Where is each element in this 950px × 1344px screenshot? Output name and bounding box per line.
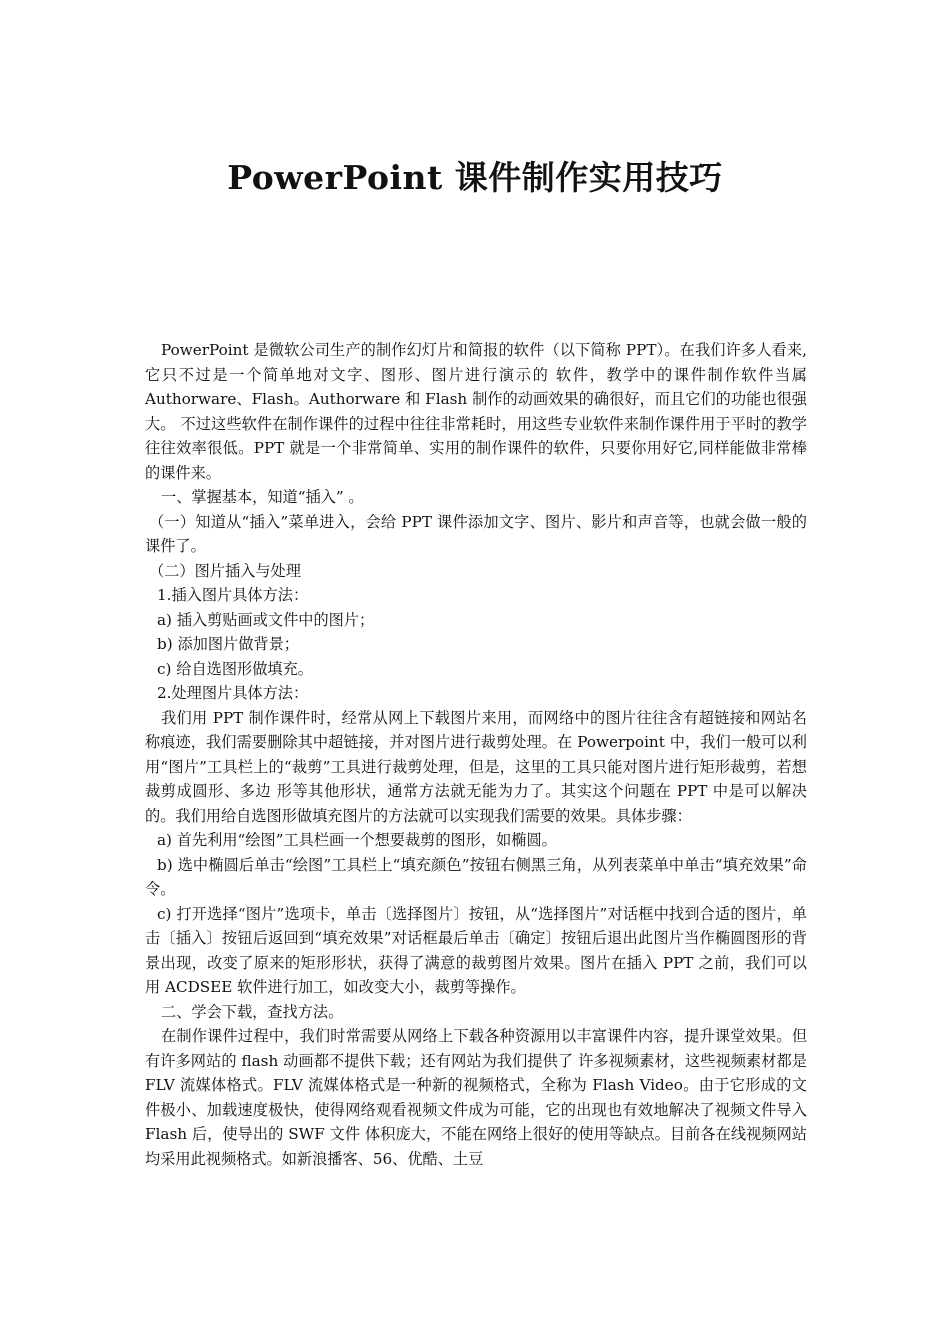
document-body <box>145 338 807 1171</box>
list-heading-insert-methods: 1.插入图片具体方法： <box>157 586 309 604</box>
list-item: c) 给自选图形做填充。 <box>157 659 313 678</box>
list-item: b) 添加图片做背景； <box>157 635 299 653</box>
list-item: c) 打开选择“图片”选项卡，单击〔选择图片〕按钮，从“选择图片”对话框中找到合适的图片，单击〔插入〕按钮后返回到“填充效果”对话框最后单击〔确定〕按钮后退出此图片当作椭圆图形的背景出现，改变了原来的矩形形状，获得了满意的裁剪图片效果。图片在插入 PPT 之前，我们可以用 ACDSEE 软件进行加工，如改变大小，裁剪等操作。 <box>145 904 807 996</box>
list-item: a) 首先利用“绘图”工具栏画一个想要裁剪的图形，如椭圆。 <box>157 831 557 849</box>
heading-section-2: 二、学会下载，查找方法。 <box>161 1002 344 1021</box>
paragraph-download: 在制作课件过程中，我们时常需要从网络上下载各种资源用以丰富课件内容，提升课堂效果。但有许多网站的 flash 动画都不提供下载；还有网站为我们提供了 许多视频素材，这些视频素材都是 FLV 流媒体格式。FLV 流媒体格式是一种新的视频格式，全称为 Flash Video。由于它形成的文件极小、加载速度极快，使得网络观看视频文件成为可能，它的出现也有效地解决了视频文件导入 Flash 后，使导出的 SWF 文件 体积庞大，不能在网络上很好的使用等缺点。目前各在线视频网站均采用此视频格式。如新浪播客、56、优酷、土豆 <box>145 1027 807 1168</box>
list-heading-process-methods: 2.处理图片具体方法： <box>157 684 309 702</box>
paragraph-subsection-1: （一）知道从“插入”菜单进入，会给 PPT 课件添加文字、图片、影片和声音等，也就会做一般的课件了。 <box>145 512 807 555</box>
heading-section-1: 一、掌握基本，知道“插入” 。 <box>161 488 364 506</box>
paragraph-intro: PowerPoint 是微软公司生产的制作幻灯片和简报的软件（以下简称 PPT）。在我们许多人看来,它只不过是一个简单地对文字、图形、图片进行演示的 软件，教学中的课件制作软件当属 Authorware、Flash。Authorware 和 Flash 制作的动画效果的确很好，而且它们的功能也很强大。 不过这些软件在制作课件的过程中往往非常耗时，用这些专业软件来制作课件用于平时的教学往往效率很低。PPT 就是一个非常简单、实用的制作课件的软件，只要你用好它,同样能做非常棒的课件来。 <box>145 341 807 482</box>
document-title: PowerPoint 课件制作实用技巧 <box>227 158 723 197</box>
paragraph-image-processing: 我们用 PPT 制作课件时，经常从网上下载图片来用，而网络中的图片往往含有超链接和网站名称痕迹，我们需要删除其中超链接，并对图片进行裁剪处理。在 Powerpoint 中，我们一般可以利用“图片”工具栏上的“裁剪”工具进行裁剪处理，但是，这里的工具只能对图片进行矩形裁剪，若想裁剪成圆形、多边 形等其他形状，通常方法就无能为力了。其实这个问题在 PPT 中是可以解决的。我们用给自选图形做填充图片的方法就可以实现我们需要的效果。具体步骤： <box>145 708 807 825</box>
heading-subsection-2: （二）图片插入与处理 <box>149 561 301 580</box>
list-item: a) 插入剪贴画或文件中的图片； <box>157 610 375 629</box>
list-item: b) 选中椭圆后单击“绘图”工具栏上“填充颜色”按钮右侧黑三角，从列表菜单中单击“填充效果”命令。 <box>145 855 807 898</box>
